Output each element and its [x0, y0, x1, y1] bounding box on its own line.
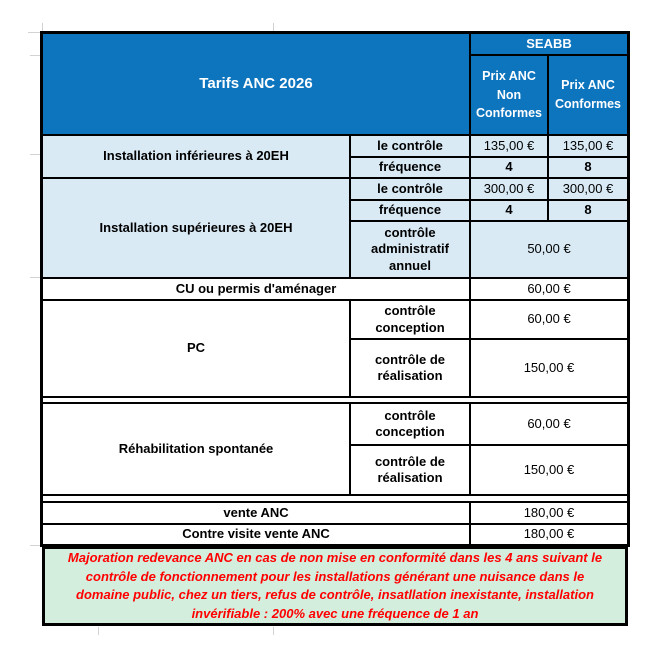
gridline-stub: [98, 627, 99, 635]
sub-label: fréquence: [350, 200, 470, 221]
row-label-pc: PC: [42, 300, 350, 397]
table-title-cell: Tarifs ANC 2026: [42, 33, 470, 135]
row-label-rehabilitation: Réhabilitation spontanée: [42, 403, 350, 495]
value-cell: 135,00 €: [470, 135, 548, 157]
sub-label: fréquence: [350, 157, 470, 178]
gridline-stub: [30, 154, 42, 155]
sub-label: contrôle de réalisation: [350, 339, 470, 397]
gridline-stub: [42, 23, 43, 33]
majoration-note-line: contrôle de fonctionnement pour les installations générant une nuisance dans le: [85, 568, 585, 584]
value-cell-merged: 150,00 €: [470, 445, 628, 495]
sub-label: le contrôle: [350, 178, 470, 200]
value-cell-merged: 60,00 €: [470, 278, 628, 300]
row-label-cu-permis: CU ou permis d'aménager: [42, 278, 470, 300]
sub-label: contrôle conception: [350, 300, 470, 339]
value-cell: 4: [470, 200, 548, 221]
value-cell-merged: 60,00 €: [470, 403, 628, 445]
majoration-note-line: Majoration redevance ANC en cas de non mise en conformité dans les 4 ans suivant le: [67, 550, 603, 565]
gridline-stub: [30, 55, 42, 56]
value-cell-merged: 180,00 €: [470, 524, 628, 545]
value-cell: 8: [548, 200, 628, 221]
value-cell-merged: 180,00 €: [470, 502, 628, 524]
row-label-installation-inferieures: Installation inférieures à 20EH: [42, 135, 350, 178]
gridline-stub: [30, 545, 42, 546]
gridline-stub: [273, 23, 274, 33]
row-label-contre-visite: Contre visite vente ANC: [42, 524, 470, 545]
col-header-conformes: Prix ANC Conformes: [548, 55, 628, 135]
value-cell: 135,00 €: [548, 135, 628, 157]
majoration-note: [42, 546, 628, 626]
gridline-stub: [273, 627, 274, 635]
spacer-row: [42, 495, 628, 502]
sub-label: contrôle conception: [350, 403, 470, 445]
majoration-note-line: invérifiable : 200% avec une fréquence de 1 an: [191, 605, 479, 621]
gridline-stub: [30, 277, 42, 278]
value-cell-merged: 50,00 €: [470, 221, 628, 278]
row-label-installation-superieures: Installation supérieures à 20EH: [42, 178, 350, 278]
value-cell: 4: [470, 157, 548, 178]
value-cell-merged: 150,00 €: [470, 339, 628, 397]
gridline-stub: [28, 32, 42, 33]
value-cell: 300,00 €: [470, 178, 548, 200]
sub-label: le contrôle: [350, 135, 470, 157]
sub-label-controle-administratif: contrôle administratif annuel: [350, 221, 470, 278]
value-cell-merged: 60,00 €: [470, 300, 628, 339]
majoration-note-line: domaine public, chez un tiers, refus de contrôle, insatllation inexistante, installation: [76, 587, 594, 602]
row-label-vente-anc: vente ANC: [42, 502, 470, 524]
value-cell: 8: [548, 157, 628, 178]
col-header-non-conformes: Prix ANC Non Conformes: [470, 55, 548, 135]
group-header-cell: SEABB: [470, 33, 628, 55]
sub-label: contrôle de réalisation: [350, 445, 470, 495]
value-cell: 300,00 €: [548, 178, 628, 200]
